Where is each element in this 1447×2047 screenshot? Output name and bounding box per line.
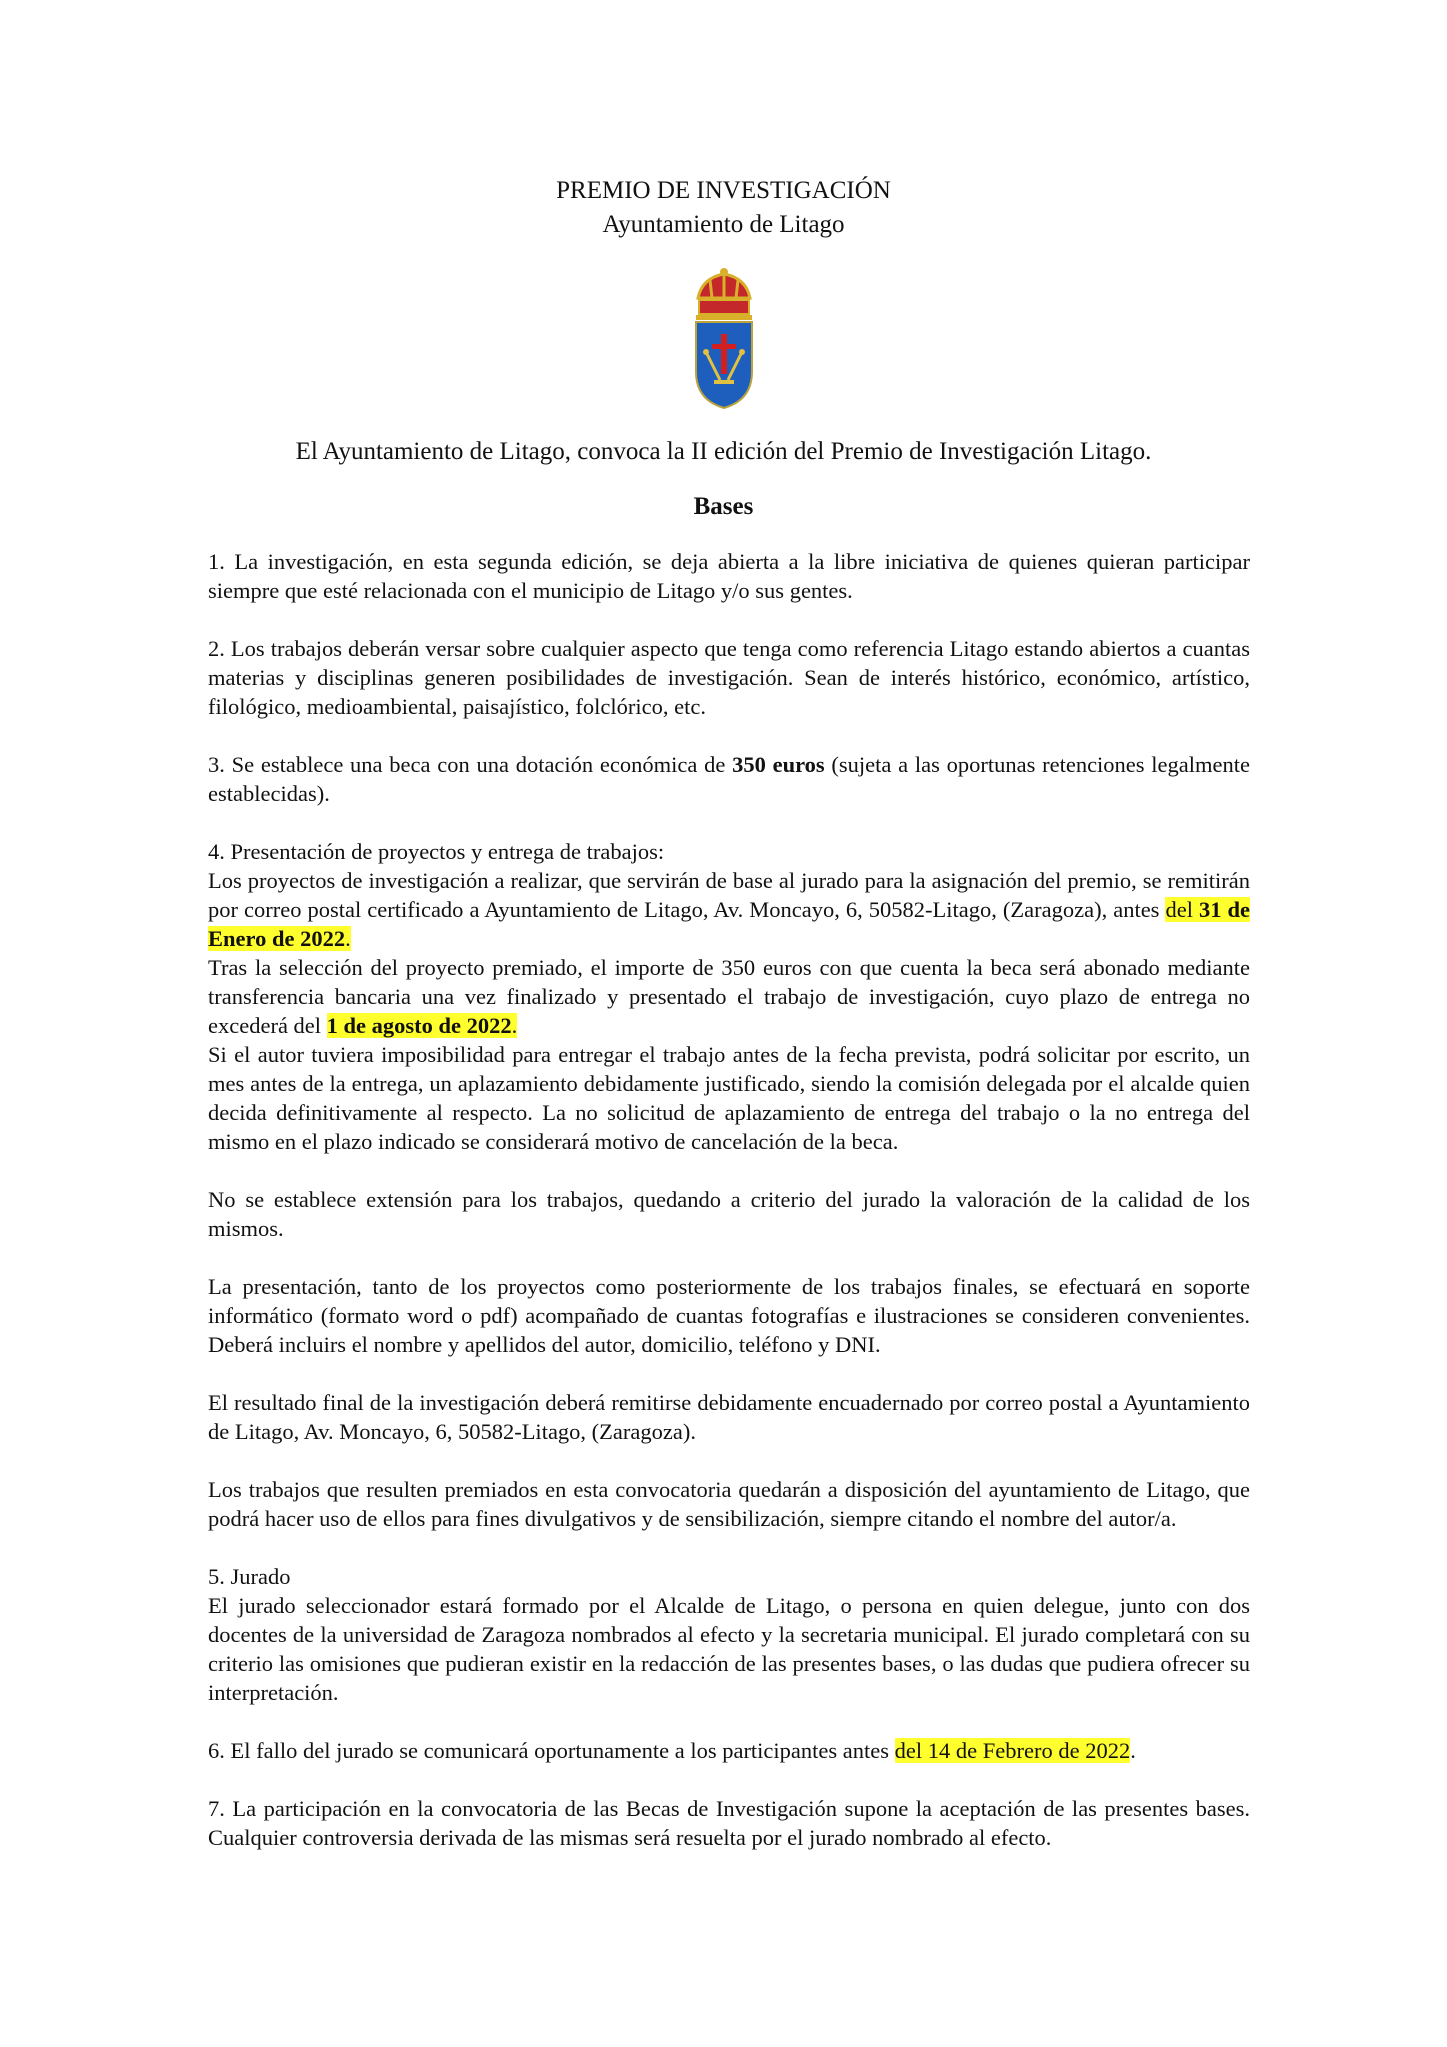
key-head-left: [703, 349, 709, 355]
section-3-text: 3. Se establece una beca con una dotación económica de: [208, 752, 733, 777]
spacer: [208, 1533, 1250, 1562]
cross-vertical: [721, 334, 727, 374]
spacer: [208, 1765, 1250, 1794]
deadline-works: [327, 1013, 518, 1038]
deadline-verdict: del 14 de Febrero de 2022: [894, 1738, 1131, 1763]
spacer: [208, 605, 1250, 634]
section-4-payment-text: Tras la selección del proyecto premiado, el importe de 350 euros con que cuenta la beca será abonado mediante transferencia bancaria una vez finalizado y presentado el trabajo de investigación, cuyo plazo de entrega no excederá del: [208, 955, 1250, 1038]
section-6: [208, 1736, 1250, 1765]
prize-amount: 350 euros: [732, 752, 825, 777]
document-subtitle: Ayuntamiento de Litago: [602, 211, 845, 238]
spacer: [208, 808, 1250, 837]
deadline-projects-date: 31 de Enero de 2022: [208, 897, 1250, 951]
section-5-heading: 5. Jurado: [208, 1564, 291, 1589]
section-4-heading: 4. Presentación de proyectos y entrega de trabajos:: [208, 839, 665, 864]
deadline-projects-period: .: [345, 926, 351, 951]
spacer: [208, 1156, 1250, 1185]
bases-heading: Bases: [693, 493, 754, 520]
section-4-format: La presentación, tanto de los proyectos como posteriormente de los trabajos finales, se efectuará en soporte informático (formato word o pdf) acompañado de cuantas fotografías e ilustraciones se consideren convenientes. Deberá incluirs el nombre y apellidos del autor, domicilio, teléfono y DNI.: [208, 1274, 1250, 1357]
intro-text: El Ayuntamiento de Litago, convoca la II edición del Premio de Investigación Litago.: [295, 438, 1152, 465]
section-2: 2. Los trabajos deberán versar sobre cualquier aspecto que tenga como referencia Litago estando abiertos a cuantas materias y disciplinas generen posibilidades de investigación. Sean de interés histórico, económico, artístico, filológico, medioambiental, paisajístico, folclórico, etc.: [208, 636, 1250, 719]
section-4-postponement: Si el autor tuviera imposibilidad para entregar el trabajo antes de la fecha prevista, podrá solicitar por escrito, un mes antes de la entrega, un aplazamiento debidamente justificado, siendo la comisión delegada por el alcalde quien decida definitivamente al respecto. La no solicitud de aplazamiento de entrega del trabajo o la no entrega del mismo en el plazo indicado se considerará motivo de cancelación de la beca.: [208, 1042, 1250, 1154]
deadline-projects-prefix: del: [1165, 897, 1199, 922]
cross-horizontal: [712, 344, 736, 349]
spacer: [208, 1707, 1250, 1736]
crown-orb: [720, 268, 728, 276]
section-6-period: .: [1130, 1738, 1136, 1763]
spacer: [208, 1243, 1250, 1272]
coat-of-arms-icon: [688, 268, 760, 410]
section-4-extension: No se establece extensión para los trabajos, quedando a criterio del jurado la valoración de la calidad de los mismos.: [208, 1187, 1250, 1241]
section-7: 7. La participación en la convocatoria de las Becas de Investigación supone la aceptación de las presentes bases. Cualquier controversia derivada de las mismas será resuelta por el jurado nombrado al efecto.: [208, 1796, 1250, 1850]
document-body: [208, 547, 1250, 1852]
section-4-projects: [208, 866, 1250, 953]
section-3-text-end: (sujeta a las oportunas retenciones legalmente establecidas).: [208, 752, 1250, 806]
base-bar: [714, 380, 734, 384]
spacer: [208, 1359, 1250, 1388]
spacer: [208, 721, 1250, 750]
spacer: [208, 1446, 1250, 1475]
key-head-right: [739, 349, 745, 355]
section-5-jury: El jurado seleccionador estará formado por el Alcalde de Litago, o persona en quien delegue, junto con dos docentes de la universidad de Zaragoza nombrados al efecto y la secretaria municipal. El jurado completará con su criterio las omisiones que pudieran existir en la redacción de las presentes bases, o las dudas que pudiera ofrecer su interpretación.: [208, 1593, 1250, 1705]
deadline-works-period: .: [511, 1013, 518, 1038]
section-4-projects-text: Los proyectos de investigación a realizar, que servirán de base al jurado para la asignación del premio, se remitirán por correo postal certificado a Ayuntamiento de Litago, Av. Moncayo, 6, 50582-Litago, (Zaragoza), antes: [208, 868, 1250, 922]
section-1: 1. La investigación, en esta segunda edición, se deja abierta a la libre iniciativa de quienes quieran participar siempre que esté relacionada con el municipio de Litago y/o sus gentes.: [208, 549, 1250, 603]
section-4-payment: [208, 953, 1250, 1040]
section-4-rights: Los trabajos que resulten premiados en esta convocatoria quedarán a disposición del ayuntamiento de Litago, que podrá hacer uso de ellos para fines divulgativos y de sensibilización, siempre citando el nombre del autor/a.: [208, 1477, 1250, 1531]
section-4-final-result: El resultado final de la investigación deberá remitirse debidamente encuadernado por correo postal a Ayuntamiento de Litago, Av. Moncayo, 6, 50582-Litago, (Zaragoza).: [208, 1390, 1250, 1444]
crown-base: [696, 315, 752, 320]
crown-red: [700, 301, 748, 313]
section-3: [208, 750, 1250, 808]
section-6-text: 6. El fallo del jurado se comunicará oportunamente a los participantes antes: [208, 1738, 895, 1763]
deadline-works-date: 1 de agosto de 2022: [326, 1013, 512, 1038]
document-title: PREMIO DE INVESTIGACIÓN: [556, 177, 891, 204]
